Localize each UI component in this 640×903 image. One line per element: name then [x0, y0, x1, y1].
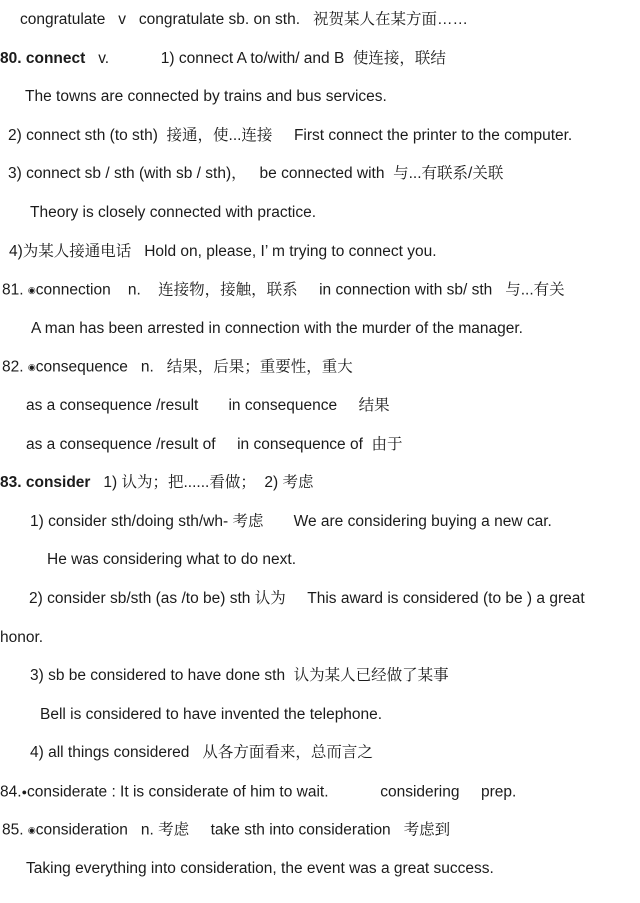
doc-line	[0, 541, 640, 580]
bullet-symbol: ◉	[27, 362, 36, 373]
doc-line	[0, 580, 640, 619]
doc-line	[0, 117, 640, 156]
bullet-symbol: ●	[21, 786, 27, 797]
doc-line	[0, 40, 640, 79]
doc-line	[0, 464, 640, 503]
doc-line	[0, 850, 640, 889]
bullet-symbol: ◉	[27, 825, 36, 836]
text-segment: 3) connect sb / sth (with sb / sth)， be connected with 与...有联系/关联	[8, 165, 504, 183]
text-segment: Theory is closely connected with practice.	[30, 203, 317, 221]
doc-line	[0, 78, 640, 117]
doc-line	[0, 310, 640, 349]
text-segment: 4)为某人接通电话 Hold on, please, I’ m trying to connect you.	[9, 242, 437, 260]
text-segment: 83. consider	[0, 474, 91, 492]
bullet-symbol: ◉	[27, 285, 36, 296]
doc-line	[0, 503, 640, 542]
text-segment: 2) consider sb/sth (as /to be) sth 认为 This award is considered (to be ) a great	[29, 589, 585, 607]
doc-line	[0, 387, 640, 426]
text-segment: 1) 认为；把......看做； 2) 考虑	[90, 474, 314, 492]
text-segment: 85.	[2, 821, 28, 839]
doc-line	[0, 619, 640, 658]
text-segment: Taking everything into consideration, the event was a great success.	[26, 860, 494, 878]
text-segment: v. 1) connect A to/with/ and B 使连接，联结	[85, 49, 446, 67]
text-segment: 4) all things considered 从各方面看来，总而言之	[30, 744, 373, 762]
text-segment: 80. connect	[0, 49, 86, 67]
text-segment: 1) consider sth/doing sth/wh- 考虑 We are considering buying a new car.	[30, 512, 552, 530]
text-segment: Bell is considered to have invented the telephone.	[40, 705, 383, 723]
text-segment: congratulate v congratulate sb. on sth. 祝贺某人在某方面……	[20, 11, 468, 28]
text-segment: consideration n. 考虑 take sth into consideration 考虑到	[35, 821, 451, 839]
document-body	[0, 1, 640, 889]
doc-line	[0, 194, 640, 233]
text-segment: honor.	[0, 628, 44, 646]
doc-line	[0, 426, 640, 465]
doc-line	[0, 811, 640, 850]
doc-line	[0, 233, 640, 272]
text-segment: 2) connect sth (to sth) 接通，使...连接 First connect the printer to the computer.	[8, 126, 573, 144]
text-segment: connection n. 连接物，接触，联系 in connection with sb/ sth 与...有关	[35, 281, 565, 299]
doc-line	[0, 696, 640, 735]
doc-line	[0, 657, 640, 696]
doc-line	[0, 271, 640, 310]
doc-line	[0, 155, 640, 194]
doc-line	[0, 773, 640, 812]
text-segment: 81.	[2, 281, 28, 299]
text-segment: as a consequence /result of in consequence of 由于	[26, 435, 403, 453]
text-segment: The towns are connected by trains and bus services.	[25, 88, 387, 106]
doc-line	[0, 1, 640, 40]
text-segment: considerate : It is considerate of him to wait. considering prep.	[27, 783, 517, 801]
text-segment: consequence n. 结果，后果；重要性，重大	[35, 358, 353, 376]
text-segment: He was considering what to do next.	[47, 551, 296, 569]
text-segment: 82.	[2, 358, 28, 376]
text-segment: A man has been arrested in connection with the murder of the manager.	[31, 319, 523, 337]
doc-line	[0, 734, 640, 773]
text-segment: as a consequence /result in consequence 结果	[26, 396, 390, 414]
text-segment: 84.	[0, 783, 22, 801]
text-segment: 3) sb be considered to have done sth 认为某人已经做了某事	[30, 667, 449, 685]
doc-line	[0, 348, 640, 387]
